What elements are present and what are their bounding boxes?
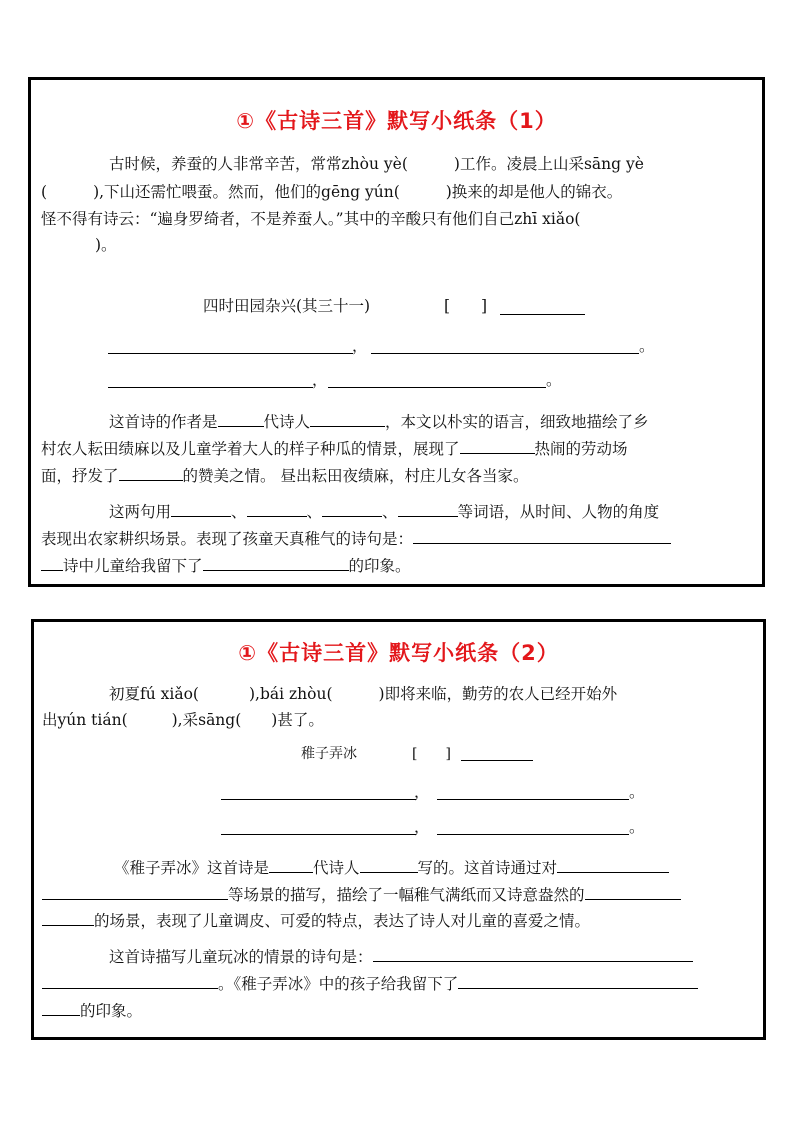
fill-blank[interactable] [322,500,382,517]
pinyin-prompt: zhī xiǎo( [514,210,581,228]
fill-blank[interactable] [203,554,349,571]
fill-blank[interactable] [247,500,307,517]
paragraph-line: 这首诗的作者是 代诗人 ，本文以朴实的语言，细致地描绘了乡 [109,410,649,432]
paragraph-line: 《稚子弄冰》这首诗是 代诗人 写的。这首诗通过对 [114,856,669,878]
paragraph-line: 面，抒发了 的赞美之情。 昼出耘田夜绩麻，村庄儿女各当家。 [41,464,528,486]
comma: ， [414,818,430,836]
paragraph-line: 诗中儿童给我留下了 的印象。 [41,554,411,576]
poem-line-blank[interactable] [108,353,353,354]
paragraph-line: 出yún tián( ),采sāng( )甚了。 [42,711,324,729]
pinyin-prompt: sāng( [198,711,242,729]
dynasty-blank[interactable] [269,856,313,873]
card-title: ①《古诗三首》默写小纸条（1） [236,109,557,133]
paragraph-line: 村农人耘田绩麻以及儿童学着大人的样子种瓜的情景，展现了 热闹的劳动场 [41,437,628,459]
author-blank[interactable] [461,760,533,761]
comma: ， [414,783,430,801]
paragraph-line: 初夏fú xiǎo( ),bái zhòu( )即将来临，勤劳的农人已经开始外 [109,685,618,703]
pinyin-prompt: gēng yún( [321,183,400,201]
fill-blank[interactable] [460,437,535,454]
paragraph-line: 这两句用 、 、 、 等词语，从时间、人物的角度 [109,500,659,522]
paragraph-line: 等场景的描写，描绘了一幅稚气满纸而又诗意盎然的 [42,883,681,905]
fill-blank[interactable] [557,856,669,873]
paragraph-line: 。《稚子弄冰》中的孩子给我留下了 [42,972,698,994]
poem-line-blank[interactable] [221,834,416,835]
period: 。 [629,783,645,801]
poem-title: 稚子弄冰 [301,746,357,762]
paragraph-line: 这首诗描写儿童玩冰的情景的诗句是： [109,945,693,967]
paragraph-line: 怪不得有诗云：“遍身罗绮者，不是养蚕人。”其中的辛酸只有他们自己zhī xiǎo( [41,210,581,228]
poem-line-blank[interactable] [437,834,629,835]
pinyin-prompt: sāng yè [583,155,644,173]
poem-line-blank[interactable] [328,387,546,388]
poem-line-blank[interactable] [437,799,629,800]
fill-blank[interactable] [42,999,80,1016]
period: 。 [546,371,562,389]
paragraph-line: )。 [95,236,117,254]
fill-blank[interactable] [171,500,231,517]
fill-blank[interactable] [42,909,94,926]
poet-bracket: [ ] [412,746,451,762]
paragraph-line: ( ),下山还需忙喂蚕。然而，他们的gēng yún( )换来的却是他人的锦衣。 [41,183,623,201]
fill-blank[interactable] [119,464,183,481]
fill-blank[interactable] [398,500,458,517]
note-card-1 [28,77,765,587]
poet-blank[interactable] [360,856,418,873]
poet-bracket: [ ] [444,297,488,315]
fill-blank[interactable] [585,883,681,900]
poet-blank[interactable] [310,410,385,427]
pinyin-prompt: yún tián( [57,711,128,729]
dynasty-blank[interactable] [218,410,264,427]
card-title: ①《古诗三首》默写小纸条（2） [238,641,559,665]
paragraph-line: 表现出农家耕织场景。表现了孩童天真稚气的诗句是： [41,527,671,549]
paragraph-line: 的印象。 [42,999,142,1021]
paragraph-line: 的场景，表现了儿童调皮、可爱的特点，表达了诗人对儿童的喜爱之情。 [42,909,590,931]
poem-line-blank[interactable] [221,799,416,800]
pinyin-prompt: zhòu yè( [341,155,408,173]
poem-title: 四时田园杂兴(其三十一) [203,297,371,315]
poem-line-blank[interactable] [371,353,639,354]
comma: ， [312,371,328,389]
poem-line-blank[interactable] [108,387,313,388]
fill-blank[interactable] [42,972,218,989]
note-card-2 [31,619,766,1040]
period: 。 [629,818,645,836]
fill-blank[interactable] [413,527,671,544]
period: 。 [639,337,655,355]
fill-blank[interactable] [42,883,228,900]
comma: ， [352,337,368,355]
fill-blank[interactable] [373,945,693,962]
pinyin-prompt: bái zhòu( [259,685,333,703]
fill-blank[interactable] [458,972,698,989]
pinyin-prompt: fú xiǎo( [140,685,199,703]
author-blank[interactable] [500,314,585,315]
fill-blank[interactable] [41,554,63,571]
paragraph-line: 古时候，养蚕的人非常辛苦，常常zhòu yè( )工作。凌晨上山采sāng yè [109,155,644,173]
